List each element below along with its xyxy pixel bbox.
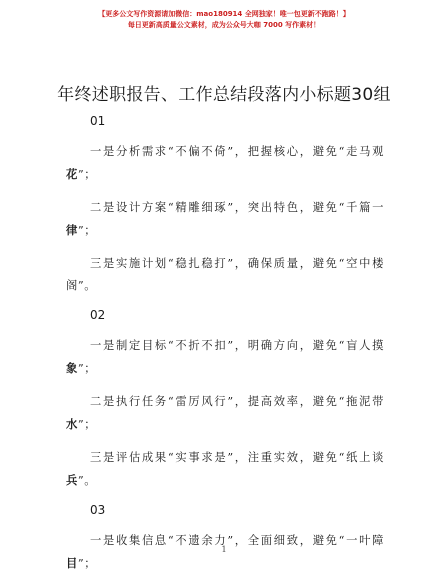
paragraph: 一是制定目标“不折不扣”，明确方向，避免“盲人摸象”；: [66, 339, 384, 375]
promo-banner: [0, 9, 448, 31]
paragraph: 三是评估成果“实事求是”，注重实效，避免“纸上谈兵”。: [66, 451, 384, 487]
paragraph: 二是设计方案“精雕细琢”，突出特色，避免“千篇一律”；: [66, 201, 384, 237]
paragraph: 二是执行任务“雷厉风行”，提高效率，避免“拖泥带水”；: [66, 395, 384, 431]
page-number: 1: [221, 545, 227, 554]
section-number: 03: [90, 503, 106, 517]
paragraph: 三是实施计划“稳扎稳打”，确保质量，避免“空中楼阁”。: [66, 257, 384, 292]
paragraph: 一是分析需求“不偏不倚”，把握核心，避免“走马观花”；: [66, 145, 384, 181]
document-body: [66, 108, 384, 586]
section-number: 01: [90, 114, 106, 128]
promo-line-1: 【更多公文写作资源请加微信：mao180914 全网独家！唯一包更新不跑路！】: [98, 10, 350, 18]
document-title: 年终述职报告、工作总结段落内小标题30组: [57, 85, 391, 105]
paragraph: 一是收集信息“不遗余力”，全面细致，避免“一叶障目”；: [66, 534, 384, 570]
promo-line-2: 每日更新高质量公文素材，成为公众号大咖 7000 写作素材！: [127, 21, 321, 29]
section-number: 02: [90, 308, 106, 322]
